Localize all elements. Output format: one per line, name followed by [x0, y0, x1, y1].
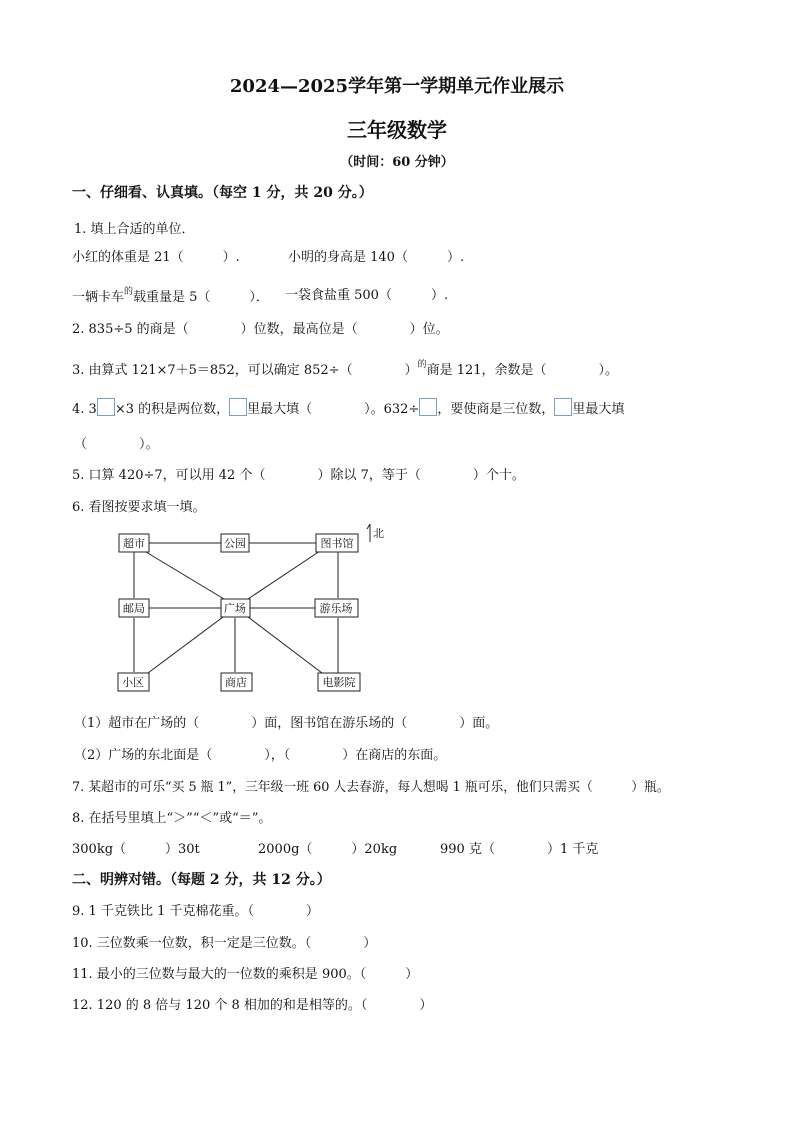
map-node-square: 广场 [224, 602, 246, 615]
question-6-part-1: （1）超市在广场的（ ）面，图书馆在游乐场的（ ）面。 [74, 716, 499, 731]
question-4-p5: 里最大填 [572, 402, 625, 417]
map-node-store: 商店 [225, 676, 247, 689]
map-north-label: 北 [373, 527, 384, 540]
question-3-small: 的 [417, 360, 427, 370]
map-node-park: 公园 [224, 537, 246, 550]
question-3-post: 商是 121，余数是（ ）。 [426, 363, 619, 378]
question-1-d: 一袋食盐重 500（ ）. [285, 288, 449, 303]
question-10: 10. 三位数乘一位数，积一定是三位数。（ ） [72, 936, 377, 951]
question-4-p1: 4. 3 [72, 402, 97, 417]
question-4-p4: ，要使商是三位数， [437, 402, 555, 417]
question-11: 11. 最小的三位数与最大的一位数的乘积是 900。（ ） [72, 967, 419, 982]
answer-box[interactable] [229, 398, 247, 416]
answer-box[interactable] [554, 398, 572, 416]
question-4-p2: ×3 的积是两位数， [114, 402, 230, 417]
question-8-compare-2: 2000g（ ）20kg [258, 842, 398, 857]
section-1-heading: 一、仔细看、认真填。（每空 1 分，共 20 分。） [72, 185, 373, 201]
question-4-line2: （ ）。 [74, 437, 159, 452]
answer-box[interactable] [419, 398, 437, 416]
question-1-c [72, 284, 269, 305]
question-6-stem: 6. 看图按要求填一填。 [72, 500, 206, 515]
question-1-c-pre: 一辆卡车 [72, 290, 125, 305]
question-8-compare-1: 300kg（ ）30t [72, 842, 200, 857]
map-node-residential: 小区 [122, 676, 144, 689]
question-6-part-2: （2）广场的东北面是（ ），（ ）在商店的东面。 [74, 748, 447, 763]
question-3-pre: 3. 由算式 121×7＋5＝852，可以确定 852÷（ ） [72, 363, 418, 378]
question-1-c-small: 的 [124, 287, 134, 297]
question-7: 7. 某超市的可乐“买 5 瓶 1”，三年级一班 60 人去春游，每人想喝 1 瓶可乐，他们只需买（ ）瓶。 [72, 780, 670, 795]
exam-time: （时间：60 分钟） [340, 155, 454, 170]
question-4 [72, 398, 624, 417]
map-node-supermarket: 超市 [123, 537, 145, 550]
map-node-post-office: 邮局 [123, 602, 145, 615]
map-diagram [100, 520, 400, 700]
question-1-stem: 1. 填上合适的单位． [74, 222, 195, 237]
section-2-heading: 二、明辨对错。（每题 2 分，共 12 分。） [72, 872, 331, 888]
exam-title: 2024—2025学年第一学期单元作业展示 [229, 76, 565, 97]
question-1-a: 小红的体重是 21（ ）. [72, 250, 240, 265]
map-node-amusement-park: 游乐场 [319, 602, 353, 615]
map-node-cinema: 电影院 [322, 676, 356, 689]
answer-box[interactable] [97, 398, 115, 416]
question-3 [72, 357, 618, 378]
question-1-c-post: 载重量是 5（ ）． [133, 290, 269, 305]
question-8-compare-3: 990 克（ ）1 千克 [440, 842, 599, 857]
question-8-stem: 8. 在括号里填上“＞”“＜”或“＝”。 [72, 811, 272, 826]
question-1-b: 小明的身高是 140（ ）. [288, 250, 465, 265]
question-4-p3: 里最大填（ ）。632÷ [247, 402, 420, 417]
question-12: 12. 120 的 8 倍与 120 个 8 相加的和是相等的。（ ） [72, 998, 433, 1013]
question-2: 2. 835÷5 的商是（ ）位数，最高位是（ ）位。 [72, 322, 449, 337]
map-node-library: 图书馆 [320, 537, 354, 550]
question-9: 9. 1 千克铁比 1 千克棉花重。（ ） [72, 904, 319, 919]
exam-subtitle: 三年级数学 [347, 118, 447, 142]
question-5: 5. 口算 420÷7，可以用 42 个（ ）除以 7，等于（ ）个十。 [72, 468, 525, 483]
